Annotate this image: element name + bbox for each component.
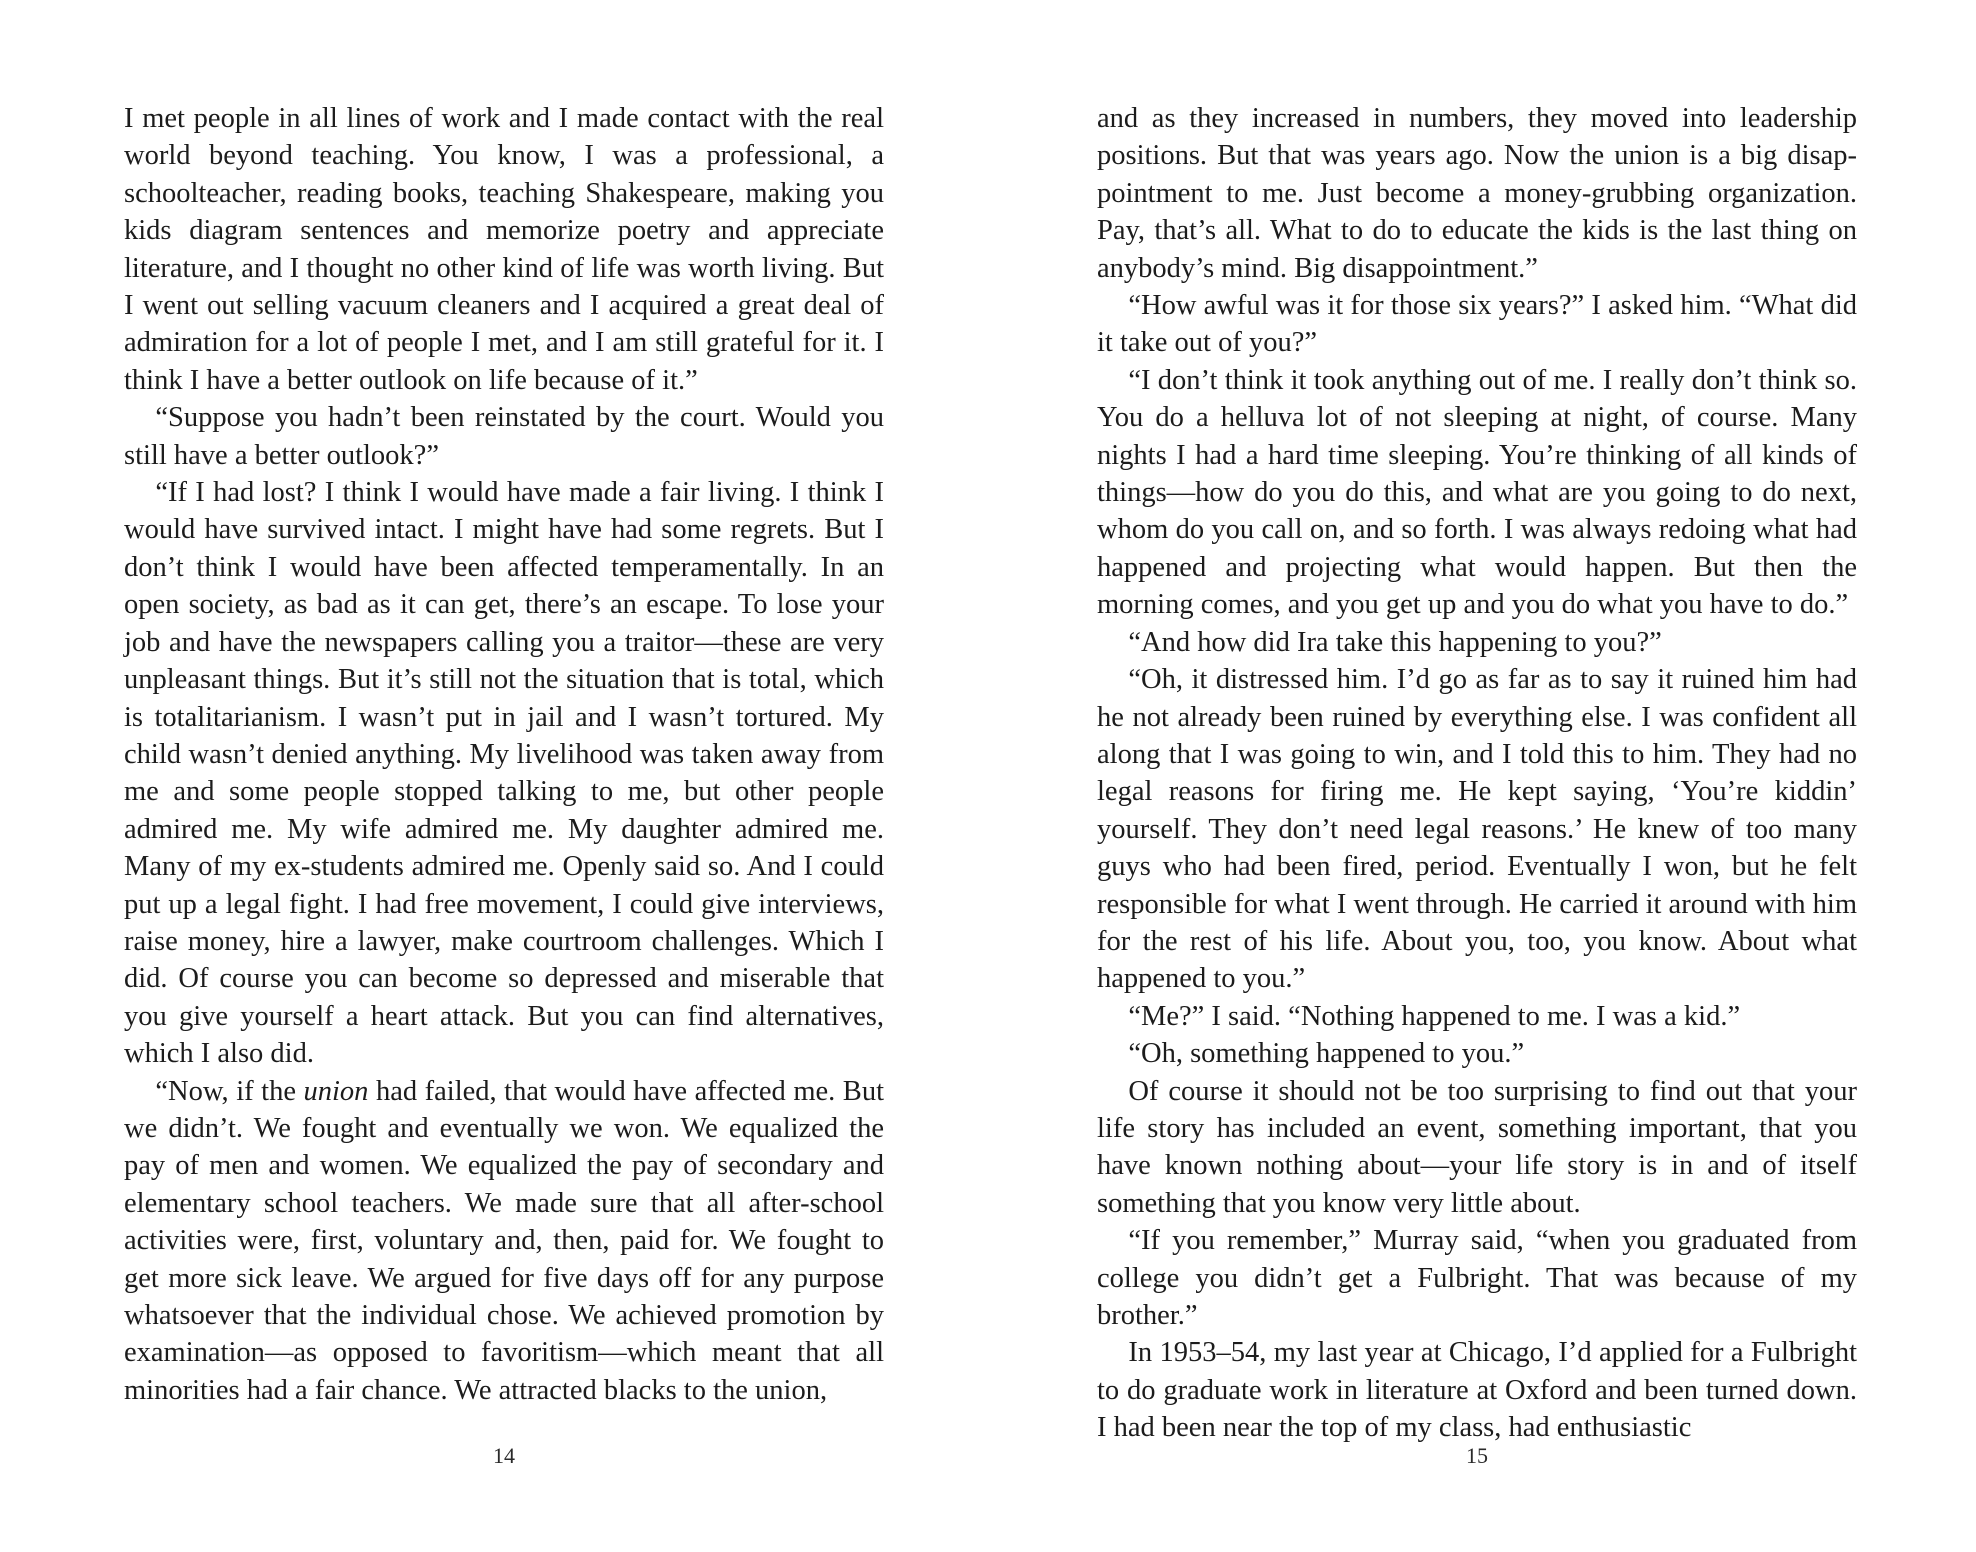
right-paragraph-4: “Oh, it distressed him. I’d go as far as to say it ruined him had he not already been ruined by everything else. I was confident all along that I was going to win, and I told this to him. They had no legal reasons for firing me. He kept saying, ‘You’re kiddin’ yourself. They don’t need legal reasons.’ He knew of too many guys who had been fired, period. Eventually I won, but he felt responsible for what I went through. He carried it around with him for the rest of his life. About you, too, you know. About what happened to you.” (1097, 664, 1857, 995)
emphasis-union: union (303, 1075, 369, 1107)
page-number-right: 15 (1466, 1443, 1488, 1468)
left-paragraph-4 (124, 1073, 884, 1410)
page-number-left: 14 (493, 1443, 515, 1468)
left-paragraph-4-end: had failed, that would have affected me. But we didn’t. We fought and eventually we won. We equalized the pay of men and women. We equalized the pay of secondary and elementary school teachers. We made sure that all after-school activities were, first, voluntary and, then, paid for. We fought to get more sick leave. We argued for five days off for any purpose whatsoever that the individual chose. We achieved promotion by examination—as opposed to favoritism—which meant that all minorities had a fair chance. We attracted blacks to the union, (124, 1075, 884, 1406)
left-paragraph-1: I met people in all lines of work and I made contact with the real world beyond teaching. You know, I was a professional, a schoolteacher, reading books, teaching Shakespeare, making you kids diagram sentences and memorize poetry and appreciate literature, and I thought no other kind of life was worth living. But I went out selling vacuum cleaners and I acquired a great deal of admiration for a lot of people I met, and I am still grateful for it. I think I have a better outlook on life because of it.” (124, 103, 884, 396)
right-paragraph-1: “How awful was it for those six years?” I asked him. “What did it take out of you?” (1097, 290, 1857, 359)
right-paragraph-2: “I don’t think it took anything out of me. I really don’t think so. You do a helluva lot of not sleeping at night, of course. Many nights I had a hard time sleeping. You’re thinking of all kinds of things—how do you do this, and what are you going to do next, whom do you call on, and so forth. I was always redoing what had happened and projecting what would happen. But then the morning comes, and you get up and you do what you have to do.” (1097, 364, 1857, 621)
right-paragraph-8: “If you remember,” Murray said, “when you graduated from college you didn’t get a Fulbright. That was because of my brother.” (1097, 1225, 1857, 1331)
right-paragraph-9: In 1953–54, my last year at Chicago, I’d applied for a Fulbright to do graduate work in literature at Oxford and been turned down. I had been near the top of my class, had enthusiastic (1097, 1337, 1857, 1444)
left-page (124, 100, 884, 1409)
right-paragraph-6: “Oh, something happened to you.” (1128, 1038, 1525, 1070)
right-paragraph-3: “And how did Ira take this happening to you?” (1128, 626, 1662, 658)
right-continuation: and as they increased in numbers, they moved into leadership positions. But that was years ago. Now the union is a big disappointment to me. Just become a money-grubbing organization. Pay, that’s all. What to do to educate the kids is the last thing on anybody’s mind. Big disappointment.” (1097, 103, 1857, 284)
left-paragraph-2: “Suppose you hadn’t been reinstated by the court. Would you still have a better outlook?” (124, 402, 884, 471)
right-paragraph-7: Of course it should not be too surprising to find out that your life story has included an event, something important, that you have known nothing about—your life story is in and of itself something that you know very little about. (1097, 1075, 1857, 1219)
right-page (1097, 100, 1857, 1447)
right-paragraph-5: “Me?” I said. “Nothing happened to me. I was a kid.” (1128, 1000, 1741, 1032)
left-paragraph-3: “If I had lost? I think I would have made a fair living. I think I would have survived intact. I might have had some regrets. But I don’t think I would have been affected temperamentally. In an open society, as bad as it can get, there’s an escape. To lose your job and have the newspapers calling you a traitor—these are very unpleasant things. But it’s still not the situation that is total, which is totalitarianism. I wasn’t put in jail and I wasn’t tortured. My child wasn’t denied anything. My livelihood was taken away from me and some people stopped talking to me, but other people admired me. My wife admired me. My daughter admired me. Many of my ex-students admired me. Openly said so. And I could put up a legal fight. I had free movement, I could give interviews, raise money, hire a lawyer, make courtroom challenges. Which I did. Of course you can become so depressed and miserable that you give yourself a heart attack. But you can find alternatives, which I also did. (124, 477, 884, 1070)
left-paragraph-4-start: “Now, if the (155, 1075, 304, 1107)
